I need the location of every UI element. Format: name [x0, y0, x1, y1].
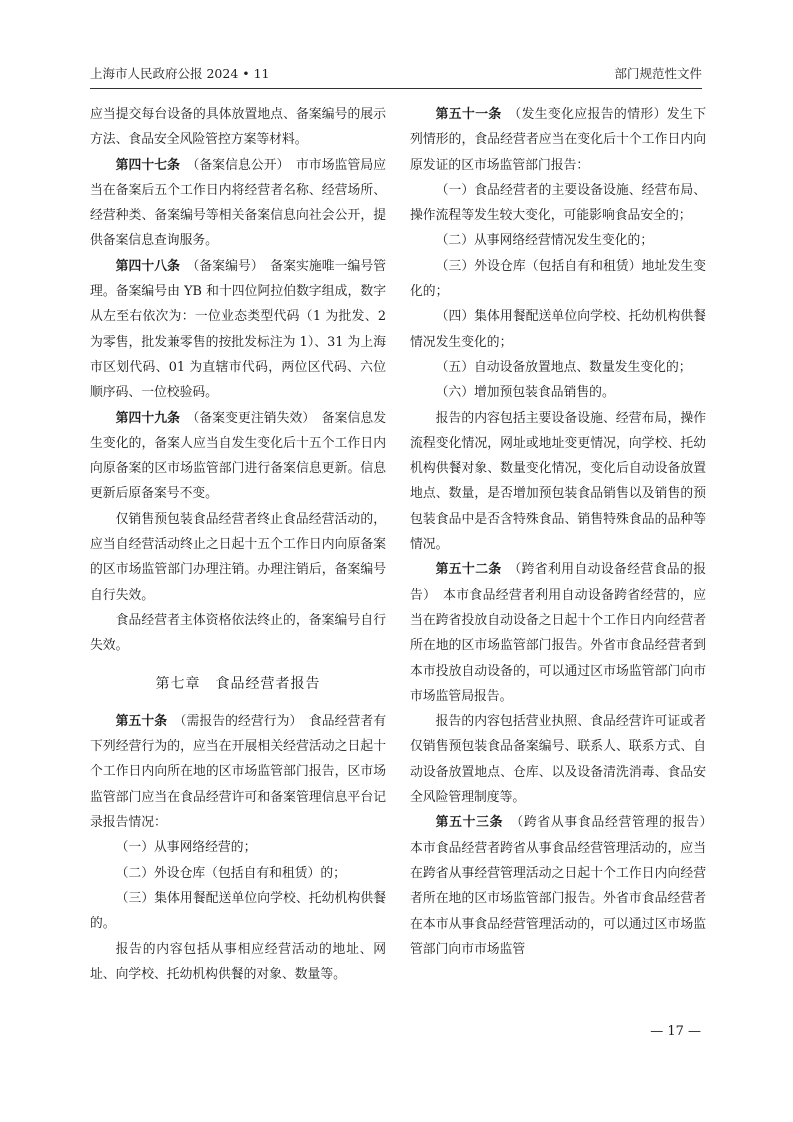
article-text: 食品经营者有下列经营行为的，应当在开展相关经营活动之日起十个工作日内向所在地的区市场监管部门报告，区市场监管部门应当在食品经营许可和备案管理信息平台记录报告情况：	[90, 713, 387, 831]
article-53	[410, 810, 706, 962]
article-subtitle: （需报告的经营行为）	[180, 713, 296, 729]
paragraph: 仅销售预包装食品经营者终止食品经营活动的，应当自经营活动终止之日起十五个工作日内向原备案的区市场监管部门办理注销。办理注销后，备案编号自行失效。	[90, 511, 386, 603]
section-label: 部门规范性文件	[614, 66, 702, 81]
paragraph: 报告的内容包括营业执照、食品经营许可证或者仅销售预包装食品备案编号、联系人、联系方式、自动设备放置地点、仓库、以及设备清洗消毒、食品安全风险管理制度等。	[410, 714, 706, 806]
list-item: （三）外设仓库（包括自有和租赁）地址发生变化的；	[410, 258, 706, 300]
list-item: （二）外设仓库（包括自有和租赁）的；	[115, 865, 346, 881]
article-subtitle: （跨省利用自动设备经营食品的报告）	[410, 562, 706, 603]
article-text: 发生下列情形的，食品经营者应当在变化后十个工作日内向原发证的区市场监管部门报告：	[410, 107, 706, 173]
list-item: （一）从事网络经营的；	[115, 840, 257, 856]
article-title: 第四十八条	[115, 258, 180, 274]
paragraph: 报告的内容包括主要设备设施、经营布局，操作流程变化情况，网址或地址变更情况，向学校、托幼机构供餐对象、数量变化情况，变化后自动设备放置地点、数量，是否增加预包装食品销售以及销售的预包装食品中是否含特殊食品、销售特殊食品的品种等情况。	[410, 410, 706, 553]
header-divider	[90, 88, 702, 89]
paragraph: 报告的内容包括从事相应经营活动的地址、网址、向学校、托幼机构供餐的对象、数量等。	[90, 941, 386, 982]
article-51	[410, 102, 706, 178]
article-title: 第五十二条	[435, 562, 502, 578]
article-title: 第四十九条	[115, 410, 180, 426]
right-column	[410, 102, 706, 962]
page-header	[90, 64, 702, 84]
article-title: 第四十七条	[115, 157, 180, 173]
article-subtitle: （发生变化应报告的情形）	[514, 107, 667, 122]
article-text: 备案信息发生变化的，备案人应当自发生变化后十五个工作日内向原备案的区市场监管部门进行备案信息更新。信息更新后原备案号不变。	[90, 410, 387, 502]
paragraph: 应当提交每台设备的具体放置地点、备案编号的展示方法、食品安全风险管控方案等材料。	[90, 107, 386, 148]
article-50	[90, 709, 386, 835]
article-text: 本市食品经营者利用自动设备跨省经营的，应当在跨省投放自动设备之日起十个工作日内向经营者所在地的区市场监管部门报告。外省市食品经营者到本市投放自动设备的，可以通过区市场监管部门向市市场监管局报告。	[410, 587, 707, 704]
article-52	[410, 557, 706, 709]
article-subtitle: （备案信息公开）	[192, 157, 284, 173]
gazette-title: 上海市人民政府公报 2024 • 11	[90, 66, 270, 81]
article-subtitle: （备案变更注销失效）	[192, 410, 309, 426]
article-text: 本市食品经营者跨省从事食品经营管理活动的，应当在跨省从事经营管理活动之日起十个工作日内向经营者所在地的区市场监管部门报告。外省市食品经营者在本市从事食品经营管理活动的，可以通过区市场监管部门向市市场监管	[410, 840, 706, 957]
article-49	[90, 406, 386, 507]
page-number: — 17 —	[650, 1024, 701, 1039]
list-item: （六）增加预包装食品销售的。	[435, 385, 615, 401]
article-text: 备案实施唯一编号管理。备案编号由 YB 和十四位阿拉伯数字组成，数字从左至右依次为：一位业态类型代码（1 为批发、2 为零售，批发兼零售的按批发标注为 1）、31 为上海市区划代码、01 为直辖市代码，两位区代码、六位顺序码、一位校验码。	[90, 258, 387, 401]
article-subtitle: （跨省从事食品经营管理的报告）	[516, 815, 707, 831]
article-title: 第五十三条	[435, 815, 504, 831]
chapter-heading: 第七章 食品经营者报告	[155, 675, 321, 692]
article-48	[90, 254, 386, 406]
article-title: 第五十一条	[435, 107, 502, 122]
article-text: 市市场监管局应当在备案后五个工作日内将经营者名称、经营场所、经营种类、备案编号等相关备案信息向社会公开，提供备案信息查询服务。	[90, 157, 387, 249]
paragraph: 食品经营者主体资格依法终止的，备案编号自行失效。	[90, 612, 386, 654]
list-item: （二）从事网络经营情况发生变化的；	[435, 233, 654, 249]
list-item: （一）食品经营者的主要设备设施、经营布局、操作流程等发生较大变化，可能影响食品安全的；	[410, 182, 706, 224]
article-title: 第五十条	[115, 713, 168, 729]
list-item: （四）集体用餐配送单位向学校、托幼机构供餐情况发生变化的；	[410, 309, 706, 350]
list-item: （五）自动设备放置地点、数量发生变化的；	[435, 359, 692, 375]
article-subtitle: （备案编号）	[192, 258, 258, 274]
article-47	[90, 153, 386, 254]
list-item: （三）集体用餐配送单位向学校、托幼机构供餐的。	[90, 890, 386, 932]
left-column	[90, 102, 386, 987]
